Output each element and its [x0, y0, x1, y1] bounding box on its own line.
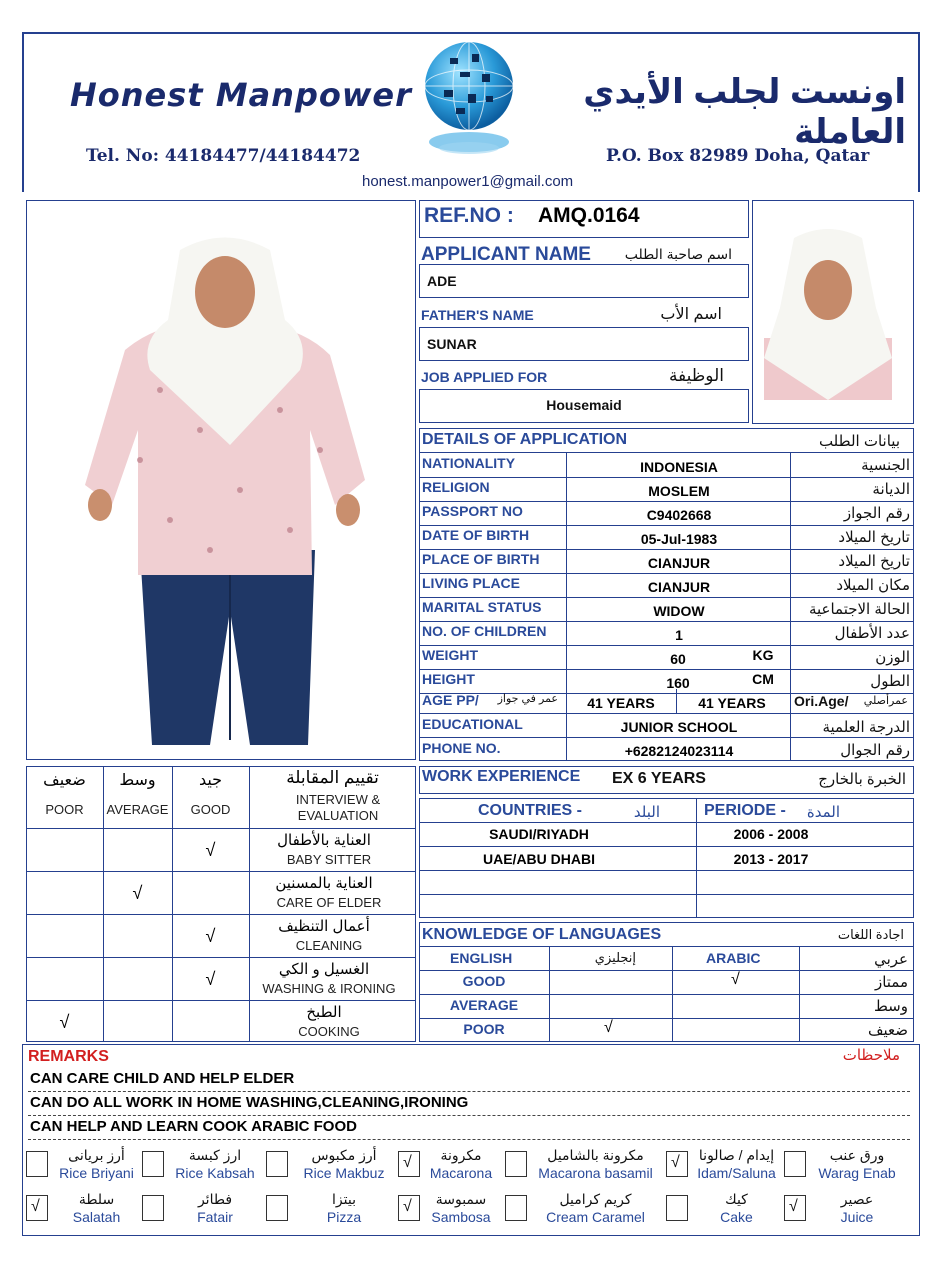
food-name-en: Macarona: [429, 1165, 493, 1181]
detail-divider: [419, 573, 914, 574]
food-checkbox[interactable]: [26, 1151, 48, 1177]
food-name-ar: مكرونة: [440, 1147, 482, 1163]
food-name-en: Rice Briyani: [59, 1165, 134, 1181]
food-name-en: Salatah: [72, 1209, 121, 1225]
detail-label: LIVING PLACE: [422, 575, 521, 591]
remarks-title-ar: ملاحظات: [842, 1047, 900, 1064]
food-name-ar: أرز بريانى: [68, 1147, 125, 1163]
globe-logo: [420, 38, 518, 156]
work-summary: EX 6 YEARS: [612, 770, 706, 787]
detail-divider: [419, 549, 914, 550]
detail-value: CIANJUR: [647, 555, 711, 571]
check-icon: √: [205, 840, 216, 860]
remark-line-1: CAN CARE CHILD AND HELP ELDER: [30, 1070, 295, 1087]
phone-value: +6282124023114: [624, 743, 734, 759]
period-label-ar: المدة: [806, 804, 840, 821]
portrait-photo: [764, 228, 892, 400]
countries-label: COUNTRIES -: [478, 802, 582, 819]
education-label: EDUCATIONAL: [422, 716, 523, 732]
food-name-ar: عصير: [840, 1191, 874, 1207]
detail-divider: [419, 501, 914, 502]
detail-value: INDONESIA: [640, 459, 718, 475]
eval-title-en: INTERVIEW & EVALUATION: [295, 792, 381, 823]
lang-english-ar: إنجليزي: [594, 950, 636, 965]
po-box: P.O. Box 82989 Doha, Qatar: [606, 146, 870, 166]
check-icon: √: [789, 1198, 798, 1215]
remarks-title: REMARKS: [28, 1048, 109, 1065]
food-name-ar: سلطة: [78, 1191, 115, 1207]
father-name-label: FATHER'S NAME: [421, 307, 534, 323]
detail-label-ar: الجنسية: [861, 457, 910, 474]
detail-label: DATE OF BIRTH: [422, 527, 530, 543]
food-name-en: Cake: [720, 1209, 753, 1225]
job-label-ar: الوظيفة: [668, 366, 724, 385]
phone-label: PHONE NO.: [422, 740, 501, 756]
lang-level-label: GOOD: [462, 973, 506, 989]
eval-divider: [26, 871, 416, 872]
food-checkbox[interactable]: [505, 1151, 527, 1177]
check-icon: √: [59, 1012, 70, 1032]
eval-average-ar: وسط: [119, 772, 156, 789]
remark-line-3: CAN HELP AND LEARN COOK ARABIC FOOD: [30, 1118, 357, 1135]
food-checkbox[interactable]: [398, 1195, 420, 1221]
remark-line-2: CAN DO ALL WORK IN HOME WASHING,CLEANING,IRONING: [30, 1094, 469, 1111]
food-name-ar: مكرونة بالشاميل: [547, 1147, 644, 1163]
detail-value: C9402668: [646, 507, 712, 523]
job-value: Housemaid: [546, 397, 622, 413]
food-checkbox[interactable]: [784, 1151, 806, 1177]
food-checkbox[interactable]: [398, 1151, 420, 1177]
details-title: DETAILS OF APPLICATION: [422, 431, 628, 448]
eval-poor-ar: ضعيف: [43, 772, 86, 789]
food-name-ar: ورق عنب: [829, 1147, 885, 1163]
original-age-label-ar: عمرأصلي: [863, 695, 908, 707]
age-label-ar: عمر في جواز: [497, 693, 558, 705]
eval-divider: [26, 957, 416, 958]
eval-skill-ar: الغسيل و الكي: [278, 961, 370, 978]
food-name-ar: كريم كراميل: [559, 1191, 632, 1207]
detail-divider: [419, 645, 914, 646]
detail-value: CIANJUR: [647, 579, 711, 595]
detail-label: WEIGHT: [422, 647, 478, 663]
check-icon: √: [403, 1154, 412, 1171]
detail-label: NO. OF CHILDREN: [422, 623, 547, 639]
telephone: Tel. No: 44184477/44184472: [86, 146, 361, 166]
detail-divider: [419, 621, 914, 622]
ref-label: REF.NO :: [424, 204, 514, 227]
detail-label-ar: الحالة الاجتماعية: [808, 601, 910, 618]
work-country-1: SAUDI/RIYADH: [489, 826, 589, 842]
full-body-photo: [80, 230, 370, 745]
food-name-en: Rice Kabsah: [175, 1165, 255, 1181]
detail-divider: [419, 525, 914, 526]
food-name-ar: أرز مكبوس: [311, 1147, 377, 1163]
food-name-en: Macarona basamil: [538, 1165, 653, 1181]
detail-label-ar: تاريخ الميلاد: [838, 553, 910, 570]
languages-title: KNOWLEDGE OF LANGUAGES: [422, 926, 662, 943]
languages-title-ar: اجادة اللغات: [837, 927, 904, 942]
detail-divider: [419, 477, 914, 478]
company-name-en: Honest Manpower: [70, 76, 412, 114]
father-name-value: SUNAR: [427, 336, 477, 352]
email: honest.manpower1@gmail.com: [362, 173, 574, 190]
eval-skill-en: CLEANING: [295, 938, 363, 953]
detail-label-ar: رقم الجواز: [843, 505, 910, 522]
education-value: JUNIOR SCHOOL: [620, 719, 738, 735]
father-name-label-ar: اسم الأب: [660, 306, 722, 323]
detail-value: 160: [666, 675, 690, 691]
countries-label-ar: البلد: [633, 804, 660, 821]
lang-level-label: POOR: [463, 1021, 505, 1037]
food-checkbox[interactable]: [266, 1195, 288, 1221]
detail-label-ar: الطول: [870, 673, 910, 690]
eval-skill-en: COOKING: [298, 1024, 360, 1039]
detail-divider: [419, 597, 914, 598]
detail-label-ar: الديانة: [872, 481, 910, 498]
eval-skill-ar: العناية بالمسنين: [275, 875, 373, 892]
eval-skill-en: BABY SITTER: [286, 852, 372, 867]
eval-divider: [26, 914, 416, 915]
detail-label: MARITAL STATUS: [422, 599, 542, 615]
detail-label-ar: مكان الميلاد: [836, 577, 910, 594]
check-icon: √: [132, 883, 143, 903]
lang-arabic-ar: عربي: [874, 951, 908, 968]
applicant-name-value: ADE: [427, 273, 457, 289]
original-age-label: Ori.Age/: [794, 693, 849, 709]
eval-average-en: AVERAGE: [106, 802, 169, 817]
detail-label-ar: الوزن: [875, 649, 910, 666]
check-icon: √: [731, 971, 740, 988]
eval-good-ar: جيد: [198, 772, 223, 789]
detail-value: WIDOW: [653, 603, 705, 619]
detail-label: RELIGION: [422, 479, 490, 495]
phone-label-ar: رقم الجوال: [840, 742, 910, 759]
food-checkbox[interactable]: [666, 1151, 688, 1177]
lang-arabic: ARABIC: [706, 950, 761, 966]
food-name-en: Idam/Saluna: [697, 1165, 776, 1181]
lang-level-ar: ضعيف: [867, 1022, 908, 1039]
detail-value: 60: [670, 651, 686, 667]
detail-value: 05-Jul-1983: [640, 531, 718, 547]
applicant-name-label: APPLICANT NAME: [421, 244, 591, 265]
age-pp-value: 41 YEARS: [587, 695, 655, 711]
work-title: WORK EXPERIENCE: [422, 768, 581, 785]
detail-label: PASSPORT NO: [422, 503, 523, 519]
lang-english: ENGLISH: [450, 950, 513, 966]
job-label: JOB APPLIED FOR: [421, 369, 548, 385]
check-icon: √: [205, 926, 216, 946]
food-name-ar: إيدام / صالونا: [698, 1147, 775, 1163]
food-name-en: Pizza: [326, 1209, 362, 1225]
work-country-2: UAE/ABU DHABI: [483, 851, 595, 867]
period-label: PERIODE -: [704, 802, 786, 819]
details-title-ar: بيانات الطلب: [818, 433, 900, 450]
detail-label: PLACE OF BIRTH: [422, 551, 540, 567]
eval-poor-en: POOR: [45, 802, 84, 817]
check-icon: √: [604, 1019, 613, 1036]
food-name-en: Rice Makbuz: [303, 1165, 385, 1181]
lang-level-ar: ممتاز: [874, 974, 908, 991]
food-name-en: Cream Caramel: [546, 1209, 645, 1225]
food-checkbox[interactable]: [666, 1195, 688, 1221]
eval-good-en: GOOD: [190, 802, 231, 817]
check-icon: √: [671, 1154, 680, 1171]
food-checkbox[interactable]: [142, 1151, 164, 1177]
detail-value: 1: [675, 627, 683, 643]
work-period-1: 2006 - 2008: [733, 826, 809, 842]
food-name-ar: سمبوسة: [435, 1191, 487, 1207]
applicant-name-label-ar: اسم صاحبة الطلب: [624, 246, 732, 262]
check-icon: √: [31, 1198, 40, 1215]
detail-label: HEIGHT: [422, 671, 475, 687]
food-checkbox[interactable]: [505, 1195, 527, 1221]
detail-label: NATIONALITY: [422, 455, 516, 471]
detail-value: MOSLEM: [648, 483, 710, 499]
age-original-value: 41 YEARS: [698, 695, 766, 711]
eval-skill-ar: أعمال التنظيف: [278, 918, 370, 935]
applicant-name-box: [419, 264, 749, 298]
detail-label-ar: عدد الأطفال: [834, 625, 910, 642]
eval-divider: [26, 1000, 416, 1001]
food-name-ar: كيك: [725, 1191, 748, 1207]
eval-title-ar: تقييم المقابلة: [286, 768, 379, 787]
food-name-en: Fatair: [197, 1209, 233, 1225]
company-name-ar: اونست لجلب الأيدي العاملة: [583, 73, 906, 151]
work-title-ar: الخبرة بالخارج: [818, 771, 906, 788]
food-name-en: Warag Enab: [818, 1165, 896, 1181]
detail-divider: [419, 669, 914, 670]
food-checkbox[interactable]: [142, 1195, 164, 1221]
check-icon: √: [403, 1198, 412, 1215]
education-label-ar: الدرجة العلمية: [822, 719, 910, 736]
lang-level-ar: وسط: [873, 998, 908, 1015]
detail-label-ar: تاريخ الميلاد: [838, 529, 910, 546]
work-period-2: 2013 - 2017: [733, 851, 809, 867]
food-checkbox[interactable]: [266, 1151, 288, 1177]
food-checkbox[interactable]: [784, 1195, 806, 1221]
eval-skill-en: WASHING & IRONING: [262, 981, 396, 996]
food-name-ar: بيتزا: [332, 1191, 356, 1207]
food-name-en: Sambosa: [431, 1209, 491, 1225]
eval-skill-ar: العناية بالأطفال: [277, 832, 371, 849]
eval-skill-ar: الطبخ: [306, 1004, 342, 1021]
check-icon: √: [205, 969, 216, 989]
detail-unit: KG: [752, 647, 774, 663]
ref-number: AMQ.0164: [538, 204, 640, 227]
food-name-ar: فطائر: [197, 1191, 233, 1207]
food-name-en: Juice: [840, 1209, 874, 1225]
detail-unit: CM: [752, 671, 774, 687]
food-name-ar: ارز كبسة: [188, 1147, 242, 1163]
lang-level-label: AVERAGE: [449, 997, 519, 1013]
eval-skill-en: CARE OF ELDER: [276, 895, 382, 910]
age-label: AGE PP/: [422, 692, 479, 708]
food-checkbox[interactable]: [26, 1195, 48, 1221]
